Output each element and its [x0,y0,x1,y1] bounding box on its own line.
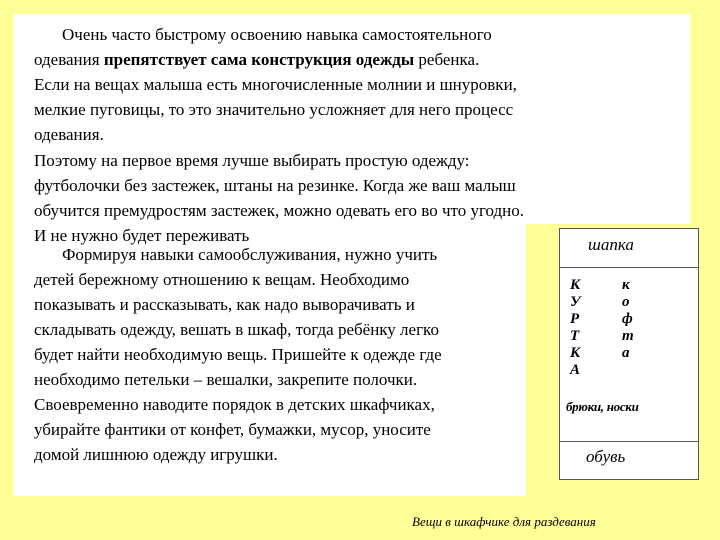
locker-trousers-label: брюки, носки [566,399,639,414]
jacket-letter: А [570,362,581,378]
locker-diagram [559,228,699,480]
cardigan-letter: ф [622,311,633,327]
locker-jacket-letters-left [570,277,580,379]
paragraph1-line2-start: одевания [34,50,104,69]
cardigan-letter: т [622,328,634,344]
jacket-letter: Р [570,311,580,327]
locker-bottom-divider [560,441,698,442]
cardigan-letter: о [622,294,630,310]
locker-hat-label: шапка [588,235,634,254]
paragraph-self-service-skills [34,242,442,467]
paragraph1-line5: одевания. [34,125,104,144]
paragraph-simple-clothing [34,148,524,248]
paragraph3-line2: детей бережному отношению к вещам. Необходимо [34,270,410,289]
cardigan-letter: к [622,277,630,293]
paragraph3-line7: Своевременно наводите порядок в детских шкафчиках, [34,395,435,414]
paragraph2-line2: футболочки без застежек, штаны на резинке. Когда же ваш малыш [34,176,516,195]
paragraph1-line4: мелкие пуговицы, то это значительно усложняет для него процесс [34,100,514,119]
paragraph3-line5: будет найти необходимую вещь. Пришейте к одежде где [34,345,442,364]
paragraph3-line3: показывать и рассказывать, как надо выворачивать и [34,295,415,314]
paragraph3-line9: домой лишнюю одежду игрушки. [34,445,278,464]
locker-shoes-label: обувь [586,447,626,466]
jacket-letter: У [570,294,581,310]
locker-cardigan-letters-right [622,277,634,362]
paragraph3-line6: необходимо петельки – вешалки, закрепите полочки. [34,370,418,389]
paragraph1-line3: Если на вещах малыша есть многочисленные молнии и шнуровки, [34,75,517,94]
paragraph1-line2-end: ребенка. [414,50,480,69]
jacket-letter: К [570,277,581,293]
jacket-letter: Т [570,328,580,344]
locker-shelf-divider [560,267,698,268]
paragraph3-line4: складывать одежду, вешать в шкаф, тогда ребёнку легко [34,320,439,339]
paragraph1-line2 [34,47,517,72]
jacket-letter: К [570,345,581,361]
paragraph1-line2-bold: препятствует сама конструкция одежды [103,50,415,69]
paragraph2-line4: И не нужно будет переживать [34,226,250,245]
paragraph3-line1: Формируя навыки самообслуживания, нужно учить [62,245,438,264]
paragraph-clothing-design [34,22,517,147]
paragraph1-line1: Очень часто быстрому освоению навыка самостоятельного [62,25,492,44]
paragraph3-line8: убирайте фантики от конфет, бумажки, мусор, уносите [34,420,431,439]
cardigan-letter: а [622,345,630,361]
paragraph2-line1: Поэтому на первое время лучше выбирать простую одежду: [34,151,470,170]
paragraph2-line3: обучится премудростям застежек, можно одевать его во что угодно. [34,201,525,220]
locker-caption: Вещи в шкафчике для раздевания [412,514,596,529]
